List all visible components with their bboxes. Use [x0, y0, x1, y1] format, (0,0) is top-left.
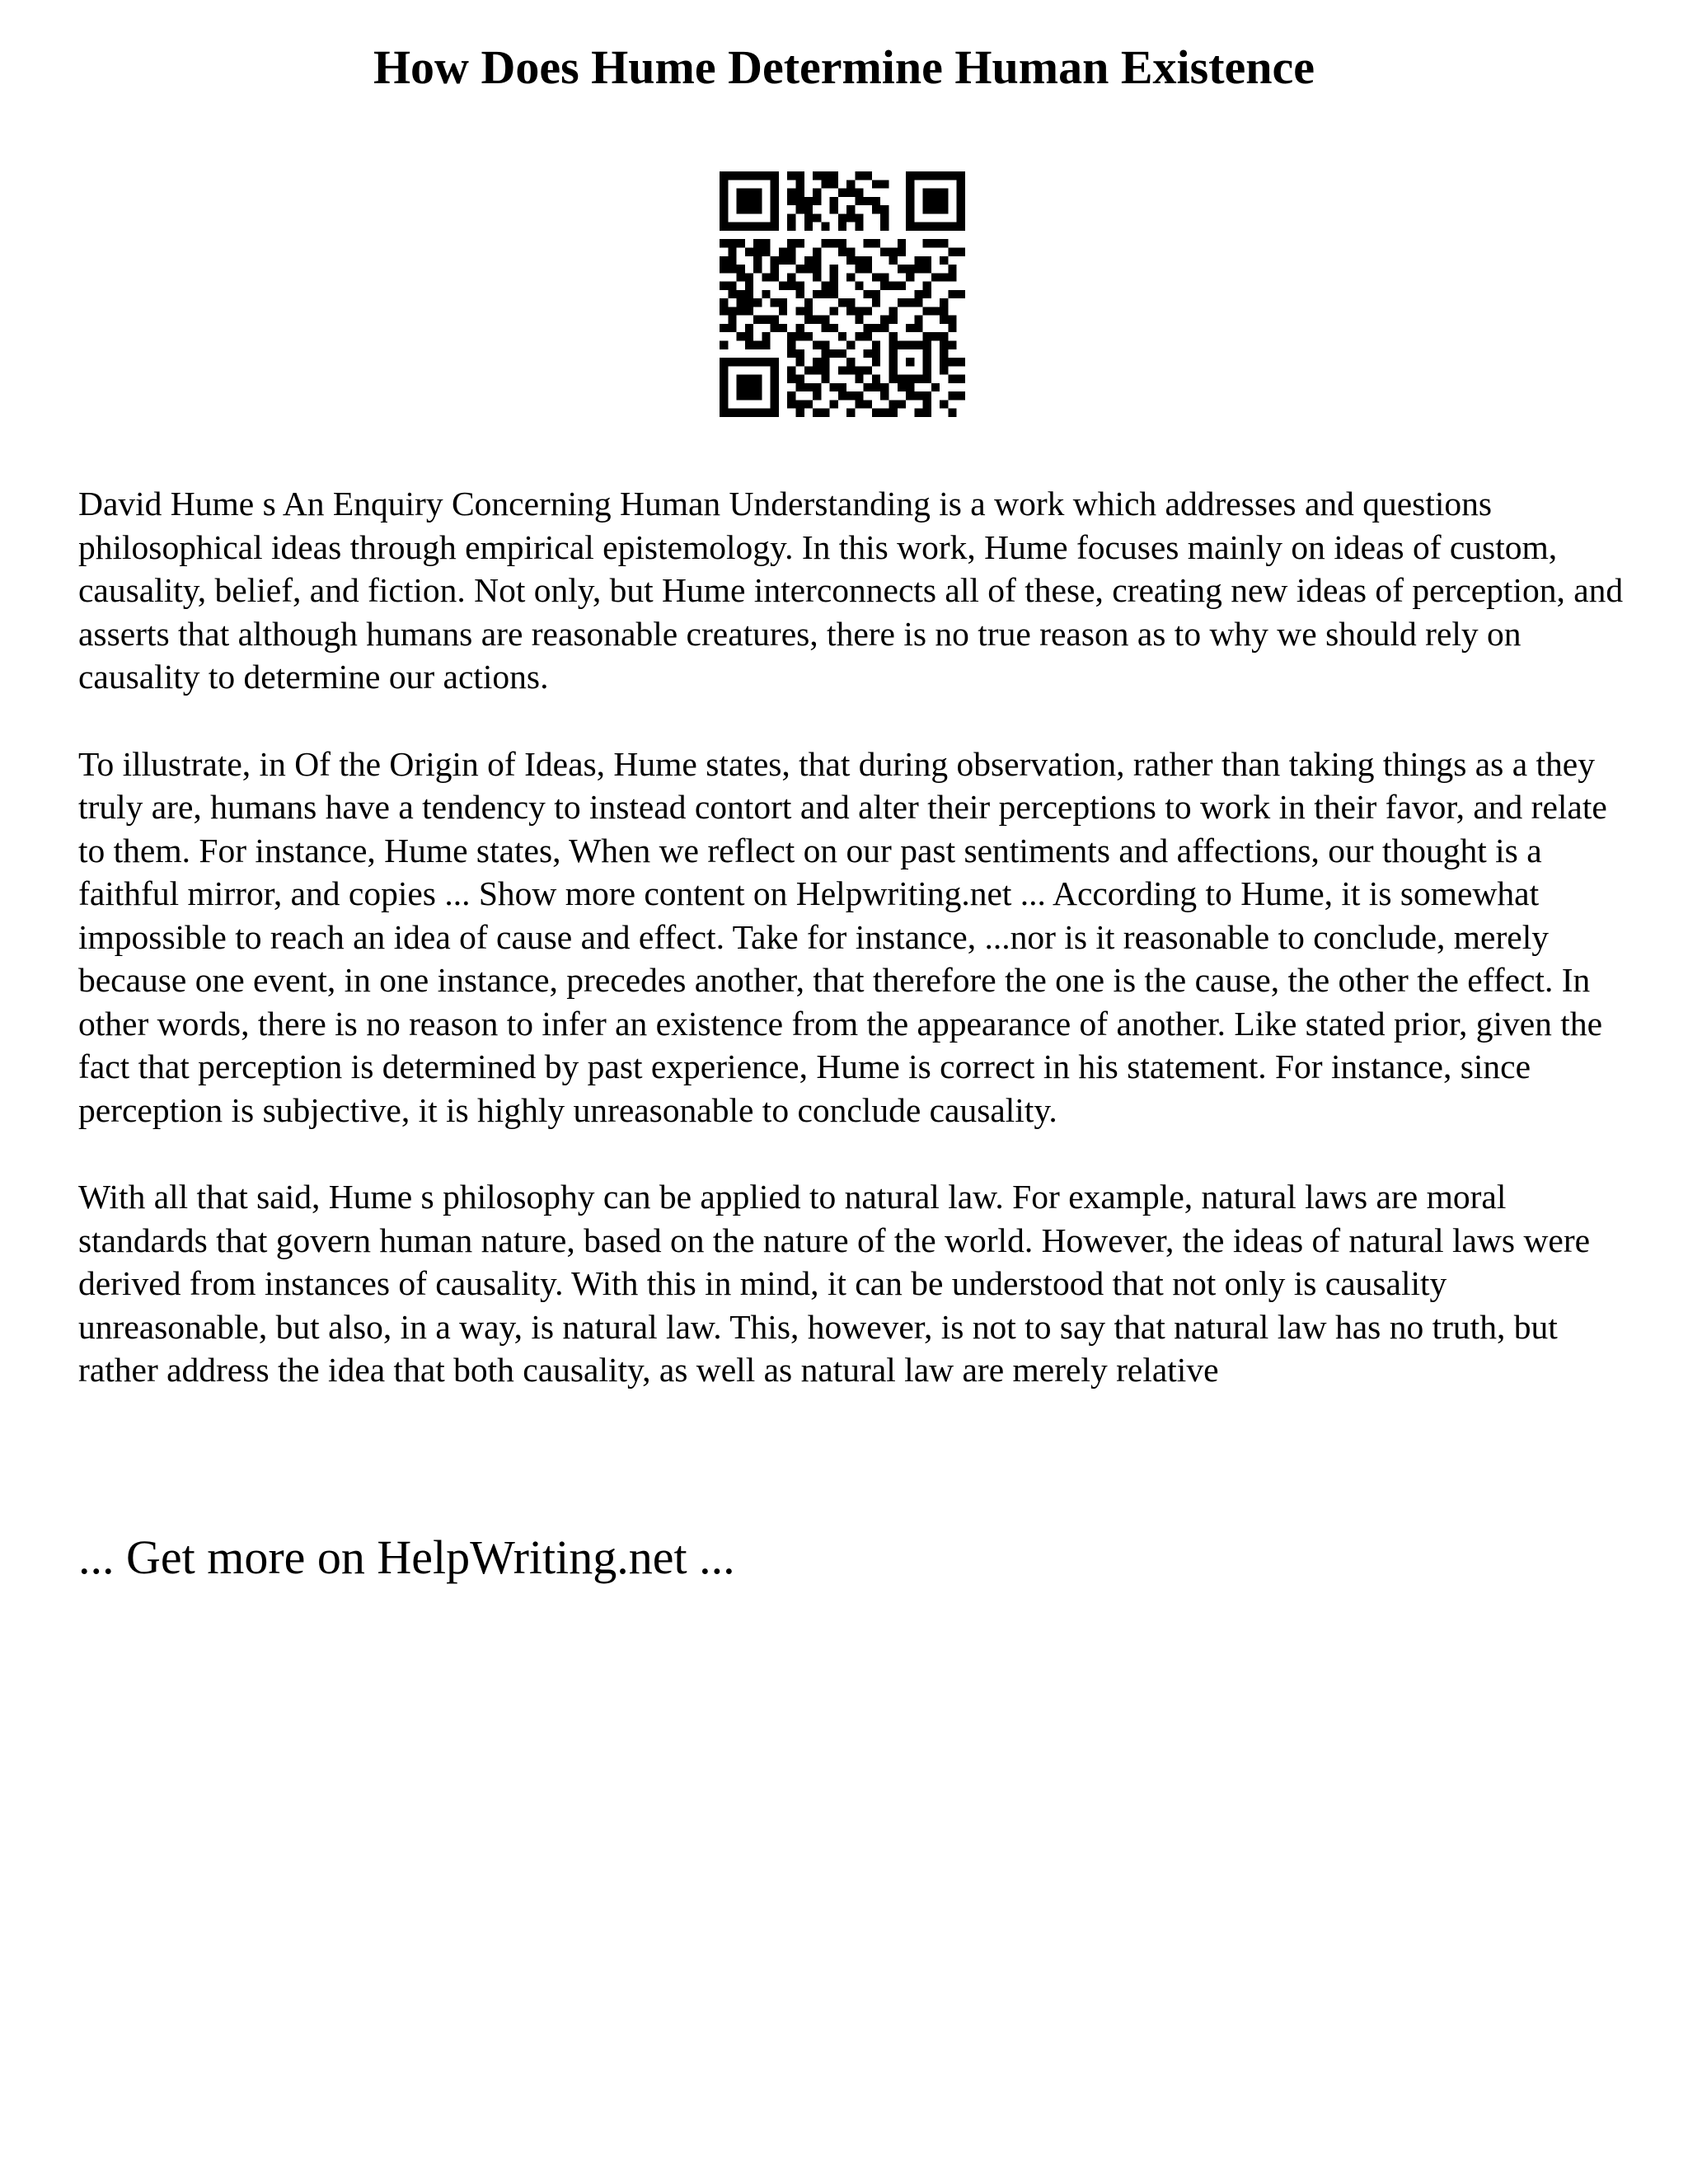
get-more-link[interactable]: ... Get more on HelpWriting.net ... — [78, 1530, 735, 1584]
qr-code-graphic — [720, 171, 965, 417]
paragraph-2: To illustrate, in Of the Origin of Ideas, Hume states, that during observation, rather than taking things as a they truly are, humans have a tendency to instead contort and alter their perceptions to work in their favor, and relate to them. For instance, Hume states, When we reflect on our past sentiments and affections, our thought is a faithful mirror, and copies ... Show more content on Helpwriting.net ... According to Hume, it is somewhat impossible to reach an idea of cause and effect. Take for instance, ...nor is it reasonable to conclude, merely because one event, in one instance, precedes another, that therefore the one is the cause, the other the effect. In other words, there is no reason to infer an existence from the appearance of another. Like stated prior, given the fact that perception is determined by past experience, Hume is correct in his statement. For instance, since perception is subjective, it is highly unreasonable to conclude causality. — [78, 744, 1607, 1129]
page-title: How Does Hume Determine Human Existence — [373, 40, 1315, 94]
article-body — [78, 482, 1628, 1436]
qr-code[interactable] — [720, 171, 965, 417]
paragraph-3: With all that said, Hume s philosophy can be applied to natural law. For example, natural laws are moral standards that govern human nature, based on the nature of the world. However, the ideas of natural laws were derived from instances of causality. With this in mind, it can be understood that not only is causality unreasonable, but also, in a way, is natural law. This, however, is not to say that natural law has no truth, but rather address the idea that both causality, as well as natural law are merely relative — [78, 1178, 1591, 1389]
paragraph-1: David Hume s An Enquiry Concerning Human Understanding is a work which addresses and questions philosophical ideas through empirical epistemology. In this work, Hume focuses mainly on ideas of custom, causality, belief, and fiction. Not only, but Hume interconnects all of these, creating new ideas of perception, and asserts that although humans are reasonable creatures, there is no true reason as to why we should rely on causality to determine our actions. — [78, 485, 1624, 696]
